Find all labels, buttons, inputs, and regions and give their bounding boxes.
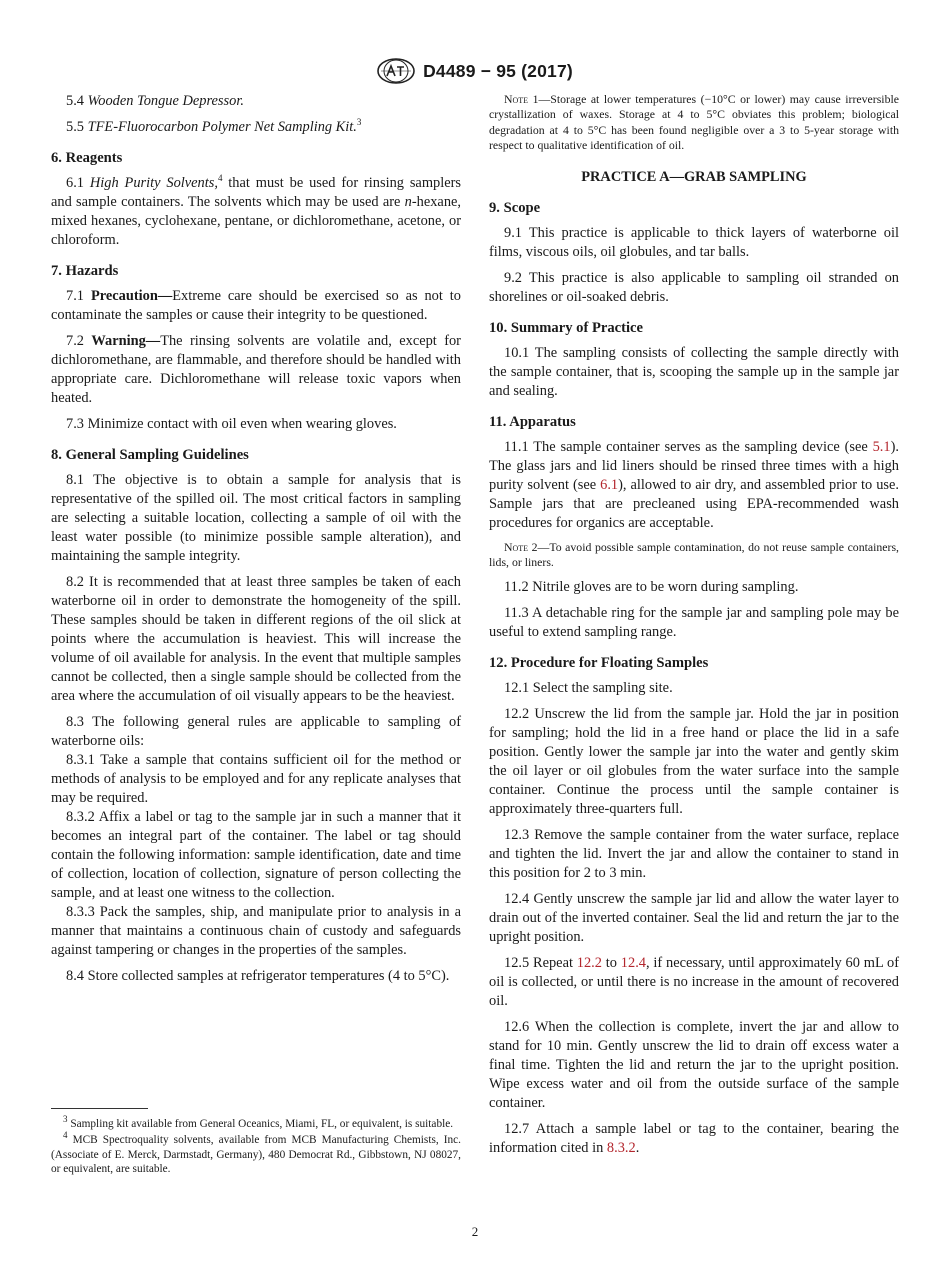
section-12-5: 12.5 Repeat 12.2 to 12.4, if necessary, until approximately 60 mL of oil is collected, or until there is no increase in the amount of recovered oil. [489, 955, 900, 1010]
section-7-3: 7.3 Minimize contact with oil even when wearing gloves. [66, 416, 397, 432]
section-6-1: 6.1 High Purity Solvents,$^4$ that must be used for rinsing samplers and sample containers. The solvents which may be used are n-hexane, mixed hexanes, cyclohexane, pentane, or dichloromethane, acetone, or chloroform. [51, 173, 461, 248]
page-header [0, 58, 950, 84]
section-5-4: 5.4 Wooden Tongue Depressor. [66, 93, 244, 109]
section-11-1: 11.1 The sample container serves as the sampling device (see 5.1). The glass jars and lid liners should be rinsed three times with a high purity solvent (see 6.1), allowed to air dry, and assembled prior to use. Sample jars that are precleaned using EPA-recommended wash procedures for organics are acceptable. [489, 438, 899, 531]
note-2: Note 2—To avoid possible sample contamination, do not reuse sample containers, lids, or liners. [489, 539, 899, 570]
footnote-3: $^3$ Sampling kit available from General Oceanics, Miami, FL, or equivalent, is suitable. [63, 1114, 454, 1130]
section-8-1: 8.1 The objective is to obtain a sample for analysis that is representative of the spilled oil. The most critical factors in sampling are selecting a suitable location, collecting a sample of oil with the least water possible (to minimize possible sample alteration), and maintaining the sample integrity. [51, 472, 461, 564]
section-8-4: 8.4 Store collected samples at refrigerator temperatures (4 to 5°C). [66, 968, 450, 984]
heading-general-sampling: 8. General Sampling Guidelines [51, 447, 249, 463]
section-12-7: 12.7 Attach a sample label or tag to the container, bearing the information cited in 8.3.2. [489, 1121, 899, 1157]
practice-a-title: PRACTICE A—GRAB SAMPLING [581, 168, 807, 185]
heading-summary: 10. Summary of Practice [489, 319, 643, 336]
footnote-divider [51, 1108, 148, 1109]
heading-reagents: 6. Reagents [51, 150, 123, 166]
heading-apparatus: 11. Apparatus [489, 413, 576, 430]
footnotes [51, 1114, 461, 1178]
section-12-4: 12.4 Gently unscrew the sample jar lid and allow the water layer to drain out of the inverted container. Seal the lid and return the jar to the upright position. [489, 891, 899, 946]
ref-8-3-2-link[interactable]: 8.3.2 [606, 1140, 636, 1157]
footnote-4: $^4$ MCB Spectroquality solvents, available from MCB Manufacturing Chemists, Inc. (Associate of E. Merck, Darmstadt, Germany), 480 Democrat Rd., Gibbstown, NJ 08027, or equivalent, are suitable. [51, 1130, 461, 1176]
section-8-3: 8.3 The following general rules are applicable to sampling of waterborne oils: [51, 714, 461, 749]
section-5-5: 5.5 TFE-Fluorocarbon Polymer Net Sampling Kit.$^3$ [66, 117, 362, 135]
heading-scope: 9. Scope [489, 199, 541, 216]
section-12-6: 12.6 When the collection is complete, invert the jar and allow to stand for 10 min. Gently unscrew the lid to drain off excess water a final time. Tighten the lid and return the jar to the upright position. Wipe excess water and oil from the outside surface of the sample container. [489, 1019, 899, 1112]
section-10-1: 10.1 The sampling consists of collecting the sample directly with the sample container, that is, scooping the sample up in the sample jar and sealing. [489, 344, 899, 399]
section-8-3-1: 8.3.1 Take a sample that contains sufficient oil for the method or methods of analysis to be employed and for any replicate analyses that may be required. [51, 752, 461, 806]
astm-logo-icon [377, 58, 415, 84]
section-7-1: 7.1 Precaution—Extreme care should be exercised so as not to contaminate the samples or cause their integrity to be questioned. [51, 288, 461, 323]
heading-procedure: 12. Procedure for Floating Samples [489, 655, 709, 672]
page-number: 2 [471, 1224, 479, 1239]
heading-hazards: 7. Hazards [51, 263, 119, 279]
ref-6-1-link[interactable]: 6.1 [600, 476, 619, 493]
section-8-3-3: 8.3.3 Pack the samples, ship, and manipulate prior to analysis in a manner that maintains a continuous chain of custody and safeguards against tampering or changes in the properties of the samples. [51, 904, 461, 958]
section-8-2: 8.2 It is recommended that at least three samples be taken of each waterborne oil in order to demonstrate the homogeneity of the spill. These samples should be taken in different regions of the oil slick at points where the accumulation is heaviest. This will increase the volume of oil available for analysis. In the event that multiple samples cannot be collected, then a single sample should be collected from the area where the accumulation of oil visually appears to be the heaviest. [51, 574, 461, 704]
note-1: Note 1—Storage at lower temperatures (−10°C or lower) may cause irreversible crystallization of waxes. Storage at 4 to 5°C obviates this problem; biological degradation at 4 to 5°C has been found negligible over a 3 to 5-year storage with respect to qualitative identification of oil. [489, 92, 899, 153]
ref-12-4-link[interactable]: 12.4 [620, 955, 646, 972]
section-9-2: 9.2 This practice is also applicable to sampling oil stranded on shorelines or oil-soaked debris. [489, 269, 899, 305]
section-12-2: 12.2 Unscrew the lid from the sample jar. Hold the jar in position for sampling; hold the lid in a free hand or place the lid in a safe position. Gently lower the sample jar into the water and gently skim the oil layer or oil globules from the water surface into the sample container. Continue the process until the sample container is approximately three-quarters full. [489, 706, 899, 818]
section-8-3-2: 8.3.2 Affix a label or tag to the sample jar in such a manner that it becomes an integral part of the container. The label or tag should contain the following information: sample identification, date and time of collection, location of collection, signature of person collecting the sample, and at least one witness to the collection. [51, 809, 461, 901]
ref-12-2-link[interactable]: 12.2 [576, 955, 602, 972]
ref-5-1-link[interactable]: 5.1 [872, 438, 891, 455]
right-column [489, 92, 899, 1165]
section-12-3: 12.3 Remove the sample container from the water surface, replace and tighten the lid. Invert the jar and allow the container to stand in this position for 2 to 3 min. [489, 827, 899, 882]
section-11-2: 11.2 Nitrile gloves are to be worn during sampling. [504, 579, 799, 596]
section-9-1: 9.1 This practice is applicable to thick layers of waterborne oil films, viscous oils, oil globules, and tar balls. [489, 224, 899, 260]
section-12-1: 12.1 Select the sampling site. [504, 680, 673, 697]
section-11-3: 11.3 A detachable ring for the sample jar and sampling pole may be useful to extend sampling range. [489, 605, 899, 641]
section-7-2: 7.2 Warning—The rinsing solvents are volatile and, except for dichloromethane, are flammable, and therefore should be handled with appropriate care. Dichloromethane will release toxic vapors when heated. [51, 333, 461, 406]
standard-designation: D4489 − 95 (2017) [423, 60, 573, 81]
left-column [51, 92, 461, 993]
